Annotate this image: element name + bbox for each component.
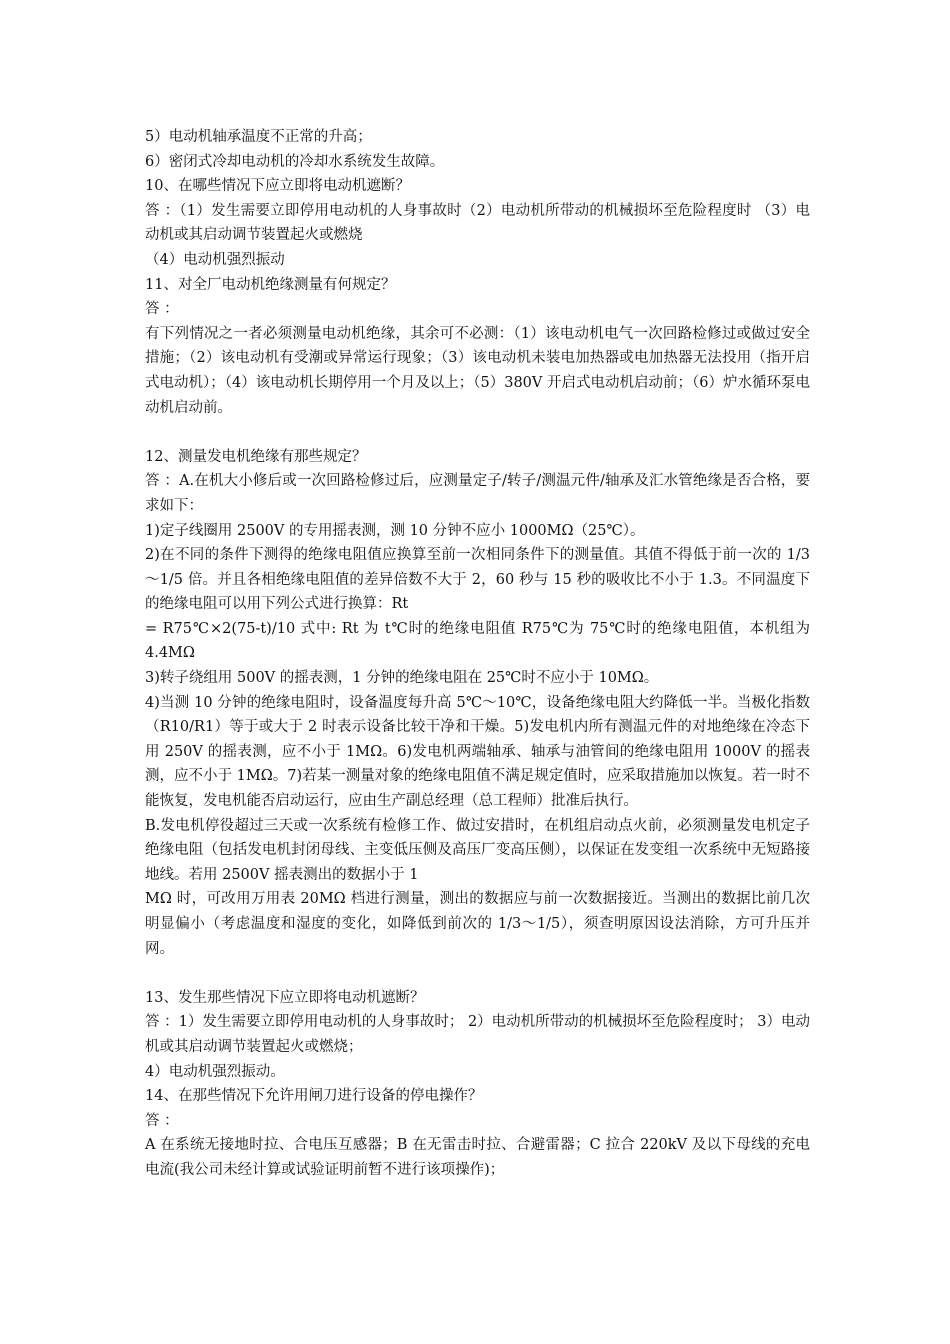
paragraph: 答 ： — [145, 301, 179, 318]
paragraph: A 在系统无接地时拉、合电压互感器；B 在无雷击时拉、合避雷器；C 拉合 220kV 及以下母线的充电电流(我公司未经计算或试验证明前暂不进行该项操作)； — [145, 1137, 810, 1178]
paragraph: 答 ：（1）发生需要立即停用电动机的人身事故时（2）电动机所带动的机械损坏至危险程度时 （3）电动机或其启动调节装置起火或燃烧 — [145, 202, 810, 244]
paragraph: 2)在不同的条件下测得的绝缘电阻值应换算至前一次相同条件下的测量值。其值不得低于前一次的 1/3～1/5 倍。并且各相绝缘电阻值的差异倍数不大于 2，60 秒与 15 秒的吸收比不小于 1.3。不同温度下的绝缘电阻可以用下列公式进行换算：Rt — [145, 547, 810, 613]
blank-line — [145, 420, 810, 445]
paragraph: 4）电动机强烈振动。 — [145, 1063, 285, 1080]
paragraph: 10、在哪些情况下应立即将电动机遮断？ — [145, 178, 410, 195]
paragraph: 11、对全厂电动机绝缘测量有何规定？ — [145, 276, 396, 293]
paragraph: 14、在那些情况下允许用闸刀进行设备的停电操作？ — [145, 1088, 483, 1105]
paragraph: 6）密闭式冷却电动机的冷却水系统发生故障。 — [145, 153, 445, 170]
paragraph: 答 ：A.在机大小修后或一次回路检修过后，应测量定子/转子/测温元件/轴承及汇水管绝缘是否合格，要求如下： — [145, 473, 810, 514]
paragraph: 有下列情况之一者必须测量电动机绝缘，其余可不必测：（1）该电动机电气一次回路检修过或做过安全措施；（2）该电动机有受潮或异常运行现象；（3）该电动机未装电加热器或电加热器无法投用（指开启式电动机）；（4）该电动机长期停用一个月及以上；（5）380V 开启式电动机启动前；（6）炉水循环泵电动机启动前。 — [145, 325, 810, 416]
paragraph: 13、发生那些情况下应立即将电动机遮断？ — [145, 989, 425, 1006]
paragraph: MΩ 时，可改用万用表 20MΩ 档进行测量，测出的数据应与前一次数据接近。当测出的数据比前几次明显偏小（考虑温度和湿度的变化，如降低到前次的 1/3～1/5），须查明原因设法消除，方可升压并网。 — [145, 891, 810, 957]
paragraph: 4)当测 10 分钟的绝缘电阻时，设备温度每升高 5℃～10℃，设备绝缘电阻大约降低一半。当极化指数（R10/R1）等于或大于 2 时表示设备比较干净和干燥。5)发电机内所有测温元件的对地绝缘在冷态下用 250V 的摇表测，应不小于 1MΩ。6)发电机两端轴承、轴承与油管间的绝缘电阻用 1000V 的摇表测，应不小于 1MΩ。7)若某一测量对象的绝缘电阻值不满足规定值时，应采取措施加以恢复。若一时不能恢复，发电机能否启动运行，应由生产副总经理（总工程师）批准后执行。 — [145, 694, 810, 810]
paragraph: B.发电机停役超过三天或一次系统有检修工作、做过安措时，在机组启动点火前，必须测量发电机定子绝缘电阻（包括发电机封闭母线、主变低压侧及高压厂变高压侧），以保证在发变组一次系统中无短路接地线。若用 2500V 摇表测出的数据小于 1 — [145, 817, 810, 883]
paragraph: 答 ：1）发生需要立即停用电动机的人身事故时； 2）电动机所带动的机械损坏至危险程度时； 3）电动机或其启动调节装置起火或燃烧； — [145, 1014, 810, 1055]
paragraph: 12、测量发电机绝缘有那些规定？ — [145, 448, 367, 465]
paragraph: 答 ： — [145, 1112, 179, 1129]
paragraph: 5）电动机轴承温度不正常的升高； — [145, 129, 372, 145]
paragraph: 1)定子线圈用 2500V 的专用摇表测，测 10 分钟不应小 1000MΩ（25℃）。 — [145, 522, 645, 539]
paragraph: （4）电动机强烈振动 — [145, 251, 285, 268]
paragraph: = R75℃×2(75-t)/10 式中: Rt 为 t℃时的绝缘电阻值 R75℃为 75℃时的绝缘电阻值，本机组为 4.4MΩ — [145, 620, 810, 662]
paragraph: 3)转子绕组用 500V 的摇表测，1 分钟的绝缘电阻在 25℃时不应小于 10MΩ。 — [145, 670, 659, 687]
document-body — [145, 125, 810, 1183]
blank-line — [145, 961, 810, 986]
